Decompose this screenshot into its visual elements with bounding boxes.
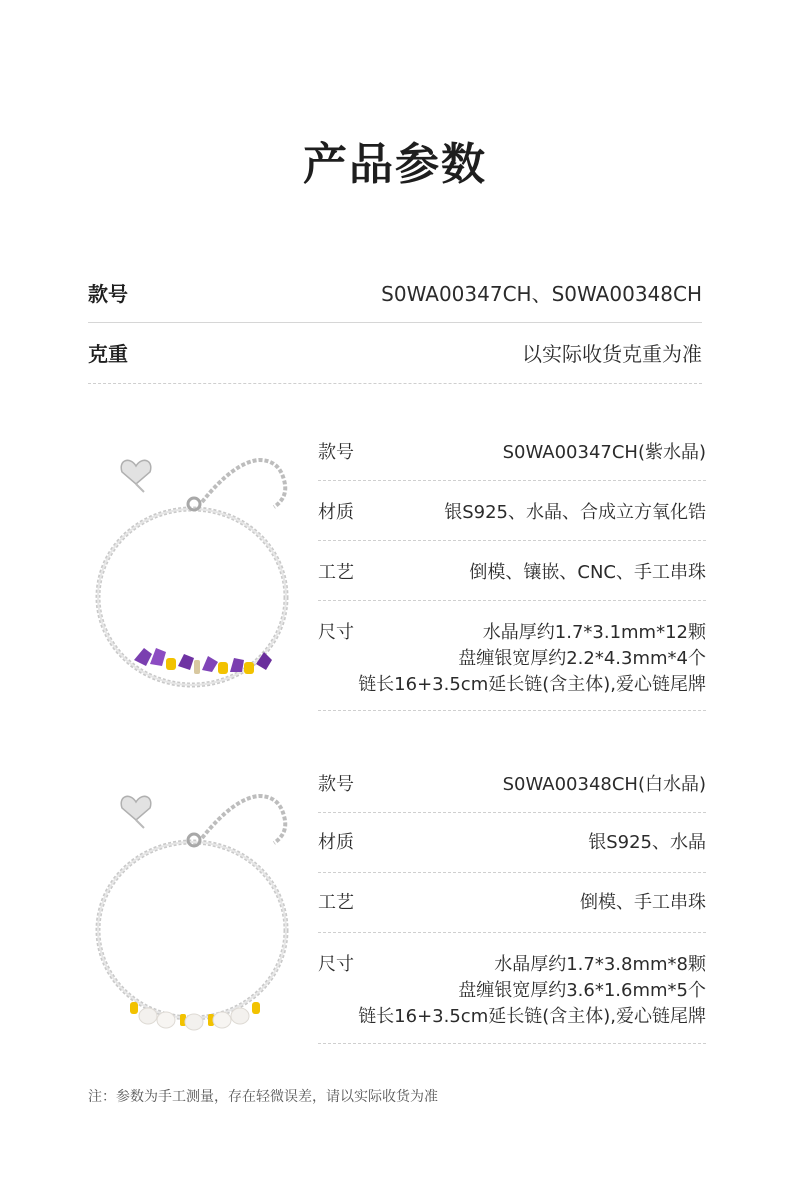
summary-row-weight: [88, 322, 702, 382]
spec-value: 水晶厚约1.7*3.1mm*12颗 盘缠银宽厚约2.2*4.3mm*4个 链长16+3.5cm延长链(含主体),爱心链尾牌: [358, 622, 706, 695]
spec-row-model: [318, 440, 706, 466]
bracelet-amethyst-image: [84, 452, 304, 702]
spec-value: S0WA00347CH(紫水晶): [502, 442, 706, 463]
spec-value: 水晶厚约1.7*3.8mm*8颗 盘缠银宽厚约3.6*1.6mm*5个 链长16+3.5cm延长链(含主体),爱心链尾牌: [358, 954, 706, 1027]
summary-row-model: [88, 262, 702, 322]
spec-value: S0WA00348CH(白水晶): [502, 774, 706, 795]
summary-value: 以实际收货克重为准: [522, 341, 702, 366]
divider: [318, 540, 706, 541]
spec-label: 尺寸: [318, 622, 354, 643]
footnote: 注：参数为手工测量，存在轻微误差，请以实际收货为准: [88, 1089, 438, 1105]
spec-label: 工艺: [318, 562, 354, 583]
summary-label: 款号: [88, 281, 128, 306]
bracelet-white-crystal-image: [84, 790, 304, 1040]
divider: [318, 480, 706, 481]
summary-label: 克重: [88, 341, 128, 366]
summary-value: S0WA00347CH、S0WA00348CH: [381, 281, 702, 306]
divider: [318, 710, 706, 711]
spec-value: 倒模、手工串珠: [580, 892, 706, 913]
spec-row-material: [318, 830, 706, 856]
spec-row-craft: [318, 890, 706, 916]
divider: [88, 383, 702, 384]
spec-row-size: [318, 952, 706, 1030]
divider: [318, 872, 706, 873]
spec-label: 款号: [318, 442, 354, 463]
spec-label: 尺寸: [318, 954, 354, 975]
divider: [318, 932, 706, 933]
spec-row-material: [318, 500, 706, 526]
spec-label: 材质: [318, 832, 354, 853]
page-title: 产品参数: [303, 139, 487, 190]
spec-value: 银S925、水晶、合成立方氧化锆: [444, 502, 706, 523]
spec-value: 倒模、镶嵌、CNC、手工串珠: [469, 562, 706, 583]
spec-label: 款号: [318, 774, 354, 795]
spec-row-craft: [318, 560, 706, 586]
spec-label: 材质: [318, 502, 354, 523]
spec-row-size: [318, 620, 706, 698]
divider: [318, 600, 706, 601]
spec-row-model: [318, 772, 706, 798]
divider: [318, 1043, 706, 1044]
spec-value: 银S925、水晶: [588, 832, 706, 853]
divider: [318, 812, 706, 813]
spec-label: 工艺: [318, 892, 354, 913]
